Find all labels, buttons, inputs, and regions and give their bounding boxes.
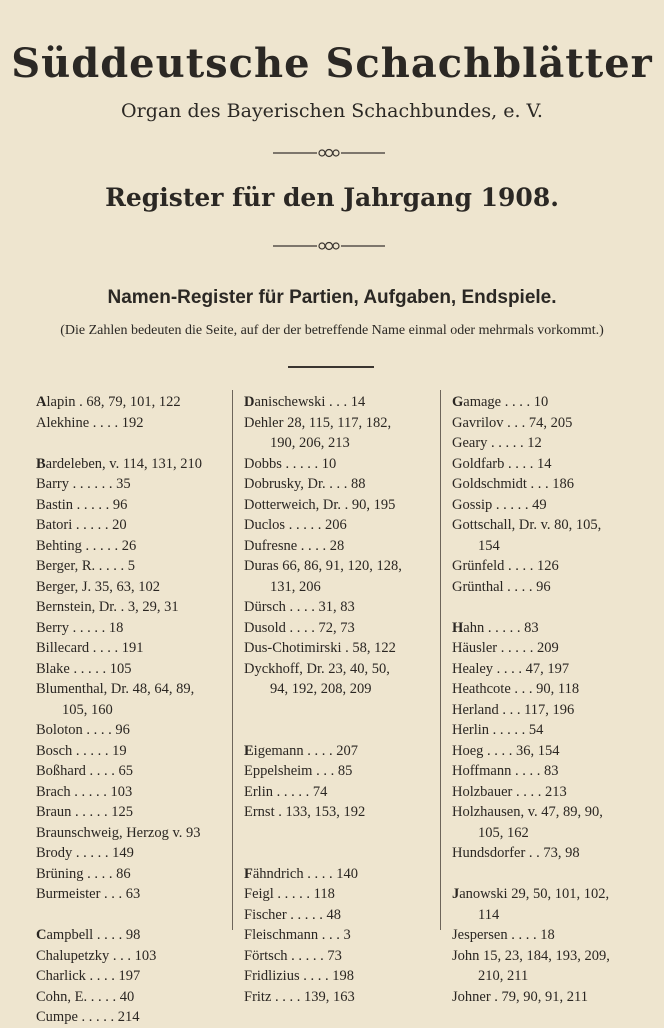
index-entry-text: Goldfarb . . . . 14: [452, 455, 552, 472]
index-entry-text: Cumpe . . . . . 214: [36, 1009, 140, 1025]
index-entry-text: Herlin . . . . . 54: [452, 722, 544, 738]
index-entry-text: Gottschall, Dr. v. 80, 105,: [452, 517, 602, 533]
index-entry-text: Dobbs . . . . . 10: [244, 455, 337, 472]
index-entry: [36, 392, 216, 413]
index-entry: [244, 884, 425, 905]
index-entry-text: Fleischmann . . . 3: [244, 927, 351, 943]
index-entry-text: Healey . . . . 47, 197: [452, 660, 570, 677]
index-entry: [244, 495, 425, 516]
index-entry: [36, 925, 216, 946]
index-entry-text: Bosch . . . . . 19: [36, 742, 127, 759]
index-entry: [244, 987, 425, 1008]
index-entry: [36, 720, 216, 741]
index-entry-continuation: 94, 192, 208, 209: [270, 681, 372, 697]
index-entry-text: Bardeleben, v. 114, 131, 210: [36, 455, 203, 472]
index-entry: [244, 454, 425, 475]
index-entry-continuation: 210, 211: [478, 968, 529, 984]
index-entry: [244, 536, 425, 557]
index-entry: [244, 392, 425, 413]
section-heading: Namen-Register für Partien, Aufgaben, Endspiele.: [107, 287, 557, 308]
index-entry: [36, 413, 216, 434]
index-entry-text: Charlick . . . . 197: [36, 968, 141, 984]
letter-group-gap: [452, 597, 627, 618]
index-entry: [452, 884, 627, 925]
index-entry-text: Erlin . . . . . 74: [244, 783, 328, 800]
index-entry: [36, 843, 216, 864]
index-entry: [244, 802, 425, 823]
index-entry-text: Berger, J. 35, 63, 102: [36, 578, 161, 595]
index-entry-text: Berger, R. . . . . 5: [36, 558, 136, 574]
index-entry: [452, 987, 627, 1008]
index-entry-text: Braun . . . . . 125: [36, 804, 134, 820]
index-entry: [36, 741, 216, 762]
index-entry: [452, 495, 627, 516]
index-entry: [244, 782, 425, 803]
index-entry: [244, 515, 425, 536]
index-entry: [36, 884, 216, 905]
index-entry-text: Goldschmidt . . . 186: [452, 476, 575, 492]
index-entry: [36, 474, 216, 495]
index-entry: [452, 720, 627, 741]
index-entry: [244, 946, 425, 967]
index-entry: [36, 782, 216, 803]
index-entry-text: Herland . . . 117, 196: [452, 701, 575, 718]
letter-group-gap: [244, 700, 425, 741]
index-entry-text: Dürsch . . . . 31, 83: [244, 599, 355, 615]
letter-group-gap: [244, 823, 425, 864]
index-entry: [36, 966, 216, 987]
index-entry-text: Ernst . 133, 153, 192: [244, 804, 366, 820]
index-entry: [452, 659, 627, 680]
index-entry: [452, 392, 627, 413]
index-entry-text: Holzbauer . . . . 213: [452, 783, 567, 800]
index-entry: [36, 454, 216, 475]
index-entry-continuation: 105, 160: [62, 701, 113, 718]
index-entry: [36, 679, 216, 720]
index-entry-text: Häusler . . . . . 209: [452, 640, 559, 656]
index-entry: [36, 577, 216, 598]
index-entry: [36, 761, 216, 782]
index-entry-text: Berry . . . . . 18: [36, 619, 124, 636]
index-entry: [452, 761, 627, 782]
index-entry-continuation: 154: [478, 537, 500, 554]
index-entry: [244, 413, 425, 454]
index-entry-text: Batori . . . . . 20: [36, 517, 127, 533]
index-entry-text: Bastin . . . . . 96: [36, 496, 128, 513]
index-entry-text: Danischewski . . . 14: [244, 394, 366, 410]
index-entry: [244, 474, 425, 495]
index-entry-text: Alapin . 68, 79, 101, 122: [36, 394, 181, 410]
index-entry-text: Grünthal . . . . 96: [452, 578, 551, 595]
index-entry: [244, 905, 425, 926]
index-entry: [452, 802, 627, 843]
index-entry-text: Alekhine . . . . 192: [36, 414, 144, 431]
index-entry: [36, 556, 216, 577]
index-entry: [452, 679, 627, 700]
index-entry-text: Billecard . . . . 191: [36, 640, 144, 656]
index-entry: [452, 782, 627, 803]
index-entry-text: Hoffmann . . . . 83: [452, 763, 559, 779]
index-entry: [36, 659, 216, 680]
index-entry-text: Gavrilov . . . 74, 205: [452, 414, 573, 431]
index-entry-text: Dyckhoff, Dr. 23, 40, 50,: [244, 660, 390, 677]
index-entry: [452, 638, 627, 659]
index-entry-text: Blake . . . . . 105: [36, 660, 132, 677]
index-entry-text: Fähndrich . . . . 140: [244, 865, 358, 882]
masthead-title: Süddeutsche Schachblätter: [11, 40, 653, 87]
index-entry-text: Dufresne . . . . 28: [244, 537, 345, 554]
index-entry-text: Bernstein, Dr. . 3, 29, 31: [36, 599, 179, 615]
register-title: Register für den Jahrgang 1908.: [105, 183, 559, 212]
index-entry-text: Brüning . . . . 86: [36, 865, 131, 882]
letter-group-gap: [452, 864, 627, 885]
index-entry-text: Fridlizius . . . . 198: [244, 968, 354, 984]
ornament-divider-icon: [273, 147, 385, 159]
index-entry-text: Barry . . . . . . 35: [36, 476, 131, 492]
index-entry: [452, 925, 627, 946]
index-entry-text: Fritz . . . . 139, 163: [244, 988, 355, 1005]
index-entry: [452, 577, 627, 598]
index-entry-text: Boßhard . . . . 65: [36, 763, 134, 779]
index-entry-text: Duclos . . . . . 206: [244, 517, 347, 533]
index-entry-text: Dus-Chotimirski . 58, 122: [244, 640, 396, 656]
index-entry-text: Brach . . . . . 103: [36, 783, 133, 800]
index-entry-continuation: 105, 162: [478, 824, 529, 841]
index-entry-text: Duras 66, 86, 91, 120, 128,: [244, 558, 402, 574]
index-entry: [452, 515, 627, 556]
index-entry-text: Heathcote . . . 90, 118: [452, 681, 580, 697]
index-entry: [452, 700, 627, 721]
letter-group-gap: [36, 905, 216, 926]
index-entry: [36, 802, 216, 823]
index-entry: [452, 556, 627, 577]
index-entry-text: Dusold . . . . 72, 73: [244, 619, 355, 636]
index-entry-text: Johner . 79, 90, 91, 211: [452, 988, 588, 1005]
index-entry: [452, 946, 627, 987]
index-entry-text: Gamage . . . . 10: [452, 394, 549, 410]
index-entry: [244, 659, 425, 700]
index-entry-continuation: 131, 206: [270, 578, 321, 595]
index-column-1: [36, 392, 216, 1028]
index-entry-text: Hundsdorfer . . 73, 98: [452, 845, 580, 861]
masthead-subtitle: Organ des Bayerischen Schachbundes, e. V.: [121, 100, 543, 122]
index-entry-text: Dotterweich, Dr. . 90, 195: [244, 496, 396, 513]
index-entry-text: Hoeg . . . . 36, 154: [452, 742, 560, 759]
index-entry: [244, 966, 425, 987]
index-entry: [36, 495, 216, 516]
index-entry: [452, 843, 627, 864]
index-entry: [36, 864, 216, 885]
index-entry-text: Grünfeld . . . . 126: [452, 558, 559, 574]
index-entry-text: Chalupetzky . . . 103: [36, 947, 157, 964]
index-entry-text: Eppelsheim . . . 85: [244, 763, 353, 779]
index-entry-text: Campbell . . . . 98: [36, 927, 141, 943]
index-entry-text: Gossip . . . . . 49: [452, 496, 547, 513]
index-entry: [244, 638, 425, 659]
letter-group-gap: [36, 433, 216, 454]
index-entry: [244, 864, 425, 885]
index-entry-text: Geary . . . . . 12: [452, 435, 542, 451]
index-entry-text: Feigl . . . . . 118: [244, 886, 335, 902]
index-entry: [36, 515, 216, 536]
index-entry-text: Behting . . . . . 26: [36, 537, 137, 554]
index-entry-text: Janowski 29, 50, 101, 102,: [452, 886, 610, 902]
index-entry-text: John 15, 23, 184, 193, 209,: [452, 947, 610, 964]
index-entry: [36, 987, 216, 1008]
index-entry-text: Boloton . . . . 96: [36, 722, 130, 738]
index-entry: [244, 761, 425, 782]
index-entry-continuation: 190, 206, 213: [270, 435, 350, 451]
index-entry: [36, 946, 216, 967]
index-entry-text: Jespersen . . . . 18: [452, 927, 555, 943]
index-entry-text: Fischer . . . . . 48: [244, 906, 342, 923]
index-entry: [36, 618, 216, 639]
index-entry-text: Dobrusky, Dr. . . . 88: [244, 476, 366, 492]
index-entry-text: Brody . . . . . 149: [36, 845, 134, 861]
index-entry: [244, 925, 425, 946]
short-rule: [288, 366, 374, 368]
index-entry: [36, 597, 216, 618]
index-entry-text: Eigemann . . . . 207: [244, 742, 358, 759]
index-entry: [244, 556, 425, 597]
index-entry-text: Holzhausen, v. 47, 89, 90,: [452, 804, 603, 820]
index-entry-text: Braunschweig, Herzog v. 93: [36, 824, 201, 841]
ornament-divider-icon: [273, 240, 385, 252]
index-entry: [36, 1007, 216, 1028]
index-entry-continuation: 114: [478, 906, 500, 923]
column-divider: [440, 390, 441, 930]
section-note: (Die Zahlen bedeuten die Seite, auf der der betreffende Name einmal oder mehrmals vorkommt.): [60, 323, 604, 338]
index-entry: [452, 454, 627, 475]
index-entry: [244, 597, 425, 618]
index-entry: [36, 823, 216, 844]
column-divider: [232, 390, 233, 930]
index-entry-text: Burmeister . . . 63: [36, 886, 141, 902]
index-column-3: [452, 392, 627, 1007]
index-entry: [452, 413, 627, 434]
index-entry-text: Förtsch . . . . . 73: [244, 947, 342, 964]
index-entry: [244, 741, 425, 762]
index-entry: [452, 474, 627, 495]
index-entry: [452, 433, 627, 454]
index-entry: [36, 638, 216, 659]
index-entry: [452, 741, 627, 762]
index-entry-text: Cohn, E. . . . . 40: [36, 988, 135, 1005]
index-entry: [452, 618, 627, 639]
index-entry: [36, 536, 216, 557]
index-column-2: [244, 392, 425, 1007]
index-entry-text: Hahn . . . . . 83: [452, 619, 539, 636]
index-entry: [244, 618, 425, 639]
index-entry-text: Dehler 28, 115, 117, 182,: [244, 414, 392, 431]
index-entry-text: Blumenthal, Dr. 48, 64, 89,: [36, 681, 195, 697]
